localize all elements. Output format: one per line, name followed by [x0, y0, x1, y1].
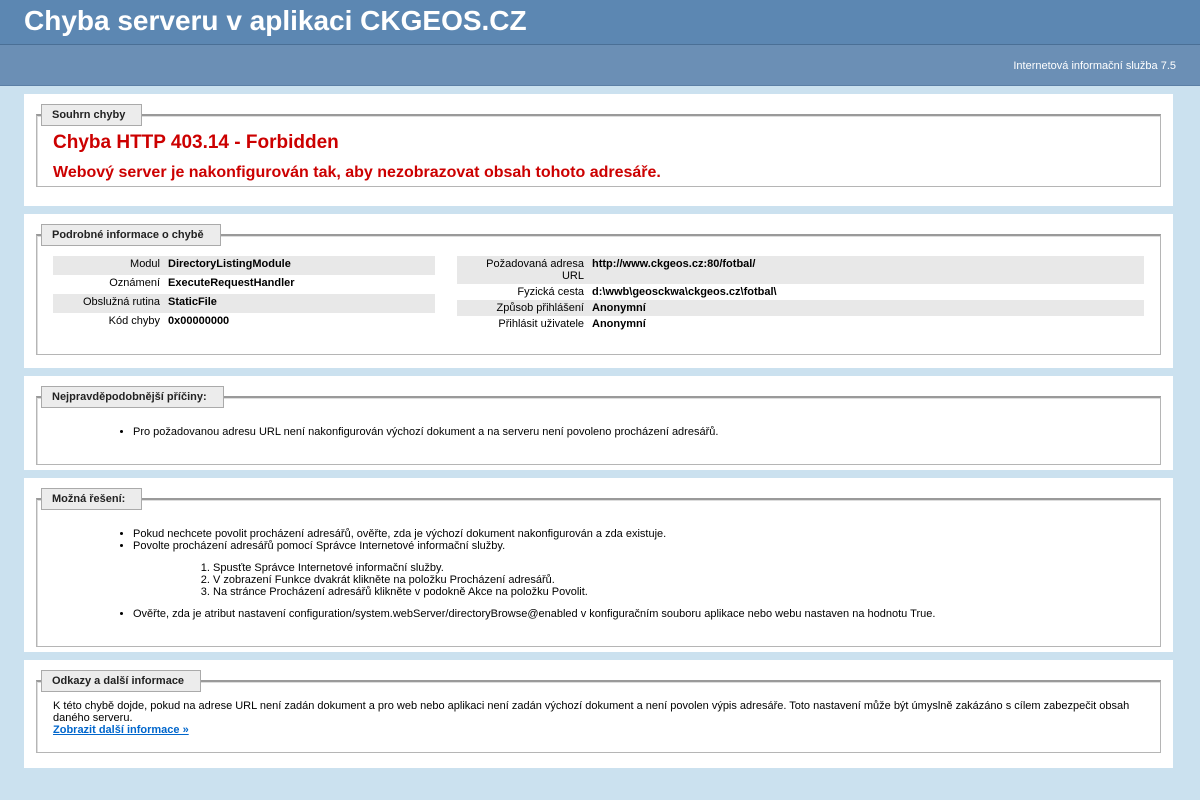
detail-row [53, 313, 435, 332]
details-fieldset [36, 229, 1161, 355]
detail-row [53, 256, 435, 275]
detail-row [457, 300, 1144, 316]
links-fieldset [36, 675, 1161, 753]
steps-list [133, 562, 1144, 598]
page-header [0, 0, 1200, 45]
detail-label: Modul [130, 258, 160, 270]
detail-label: Požadovaná adresa URL [486, 258, 584, 282]
detail-label: Obslužná rutina [82, 296, 160, 308]
step-item: 3. Na stránce Procházení adresářů klikněte v podokně Akce na položku Povolit. [213, 586, 1144, 598]
details-table-left [53, 256, 435, 332]
detail-value: StaticFile [168, 296, 217, 308]
links-text: K této chybě dojde, pokud na adrese URL není zadán dokument a pro web nebo aplikaci není zadán výchozí dokument a není povolen výpis adresáře. Toto nastavení může být úmyslně zakázáno s cílem zabezpečit obsah daného serveru. [53, 700, 1130, 724]
detail-value: d:\wwb\geosckwa\ckgeos.cz\fotbal\ [592, 286, 777, 298]
service-name: Internetová informační služba 7.5 [1013, 60, 1176, 72]
detail-row [457, 256, 1144, 284]
detail-label: Fyzická cesta [517, 286, 584, 298]
detail-row [457, 316, 1144, 332]
detail-label: Oznámení [109, 277, 160, 289]
error-message: Webový server je nakonfigurován tak, aby nezobrazovat obsah tohoto adresáře. [53, 164, 661, 181]
detail-value: ExecuteRequestHandler [168, 277, 295, 289]
solutions-panel [24, 478, 1173, 652]
details-tables [53, 256, 1144, 332]
detail-row [53, 294, 435, 313]
http-error-heading: Chyba HTTP 403.14 - Forbidden [53, 132, 339, 153]
page-title: Chyba serveru v aplikaci CKGEOS.CZ [24, 5, 527, 36]
links-legend: Odkazy a další informace [41, 670, 201, 692]
causes-list [53, 426, 1144, 438]
detail-value: http://www.ckgeos.cz:80/fotbal/ [592, 258, 756, 270]
list-item-text: Povolte procházení adresářů pomocí Správce Internetové informační služby. [133, 540, 506, 552]
detail-label: Způsob přihlášení [496, 302, 584, 314]
details-legend: Podrobné informace o chybě [41, 224, 221, 246]
step-item: 1. Spusťte Správce Internetové informační služby. [213, 562, 1144, 574]
solutions-fieldset [36, 493, 1161, 647]
solutions-list [53, 528, 1144, 620]
summary-panel [24, 94, 1173, 206]
detail-value: DirectoryListingModule [168, 258, 291, 270]
causes-panel [24, 376, 1173, 470]
summary-legend: Souhrn chyby [41, 104, 142, 126]
solutions-legend: Možná řešení: [41, 488, 142, 510]
list-item: • Ověřte, zda je atribut nastavení configuration/system.webServer/directoryBrowse@enabled v konfiguračním souboru aplikace nebo webu nastaven na hodnotu True. [133, 608, 1144, 620]
step-item: 2. V zobrazení Funkce dvakrát klikněte na položku Procházení adresářů. [213, 574, 1144, 586]
detail-value: Anonymní [592, 318, 646, 330]
causes-legend: Nejpravděpodobnější příčiny: [41, 386, 224, 408]
list-item: • Pro požadovanou adresu URL není nakonfigurován výchozí dokument a na serveru není povoleno procházení adresářů. [133, 426, 1144, 438]
list-item: • Pokud nechcete povolit procházení adresářů, ověřte, zda je výchozí dokument nakonfigurován a zda existuje. [133, 528, 1144, 540]
main-content [24, 94, 1173, 776]
detail-row [457, 284, 1144, 300]
details-table-right [457, 256, 1144, 332]
list-item [133, 540, 1144, 598]
service-bar [0, 45, 1200, 86]
causes-fieldset [36, 391, 1161, 465]
details-panel [24, 214, 1173, 368]
summary-fieldset [36, 109, 1161, 187]
detail-row [53, 275, 435, 294]
detail-label: Kód chyby [108, 315, 160, 327]
detail-value: 0x00000000 [168, 315, 230, 327]
detail-value: Anonymní [592, 302, 646, 314]
detail-label: Přihlásit uživatele [498, 318, 584, 330]
more-info-link[interactable]: Zobrazit další informace » [53, 724, 189, 736]
links-panel [24, 660, 1173, 768]
